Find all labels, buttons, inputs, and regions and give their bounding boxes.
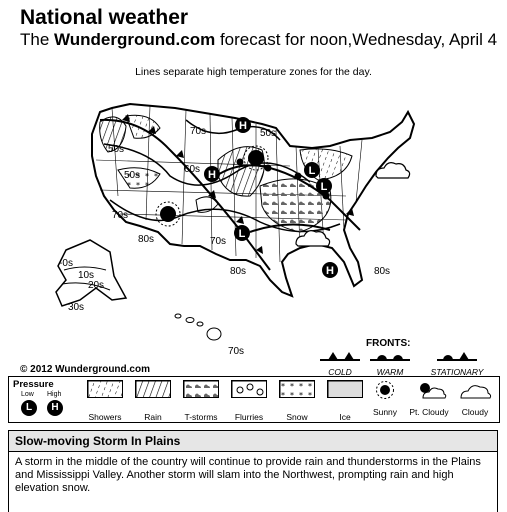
legend-cloudy	[455, 380, 495, 418]
temp-label: 70s	[111, 210, 129, 221]
flurries-icon	[231, 380, 267, 398]
legend-pressure	[13, 379, 73, 419]
temp-label: -0s	[59, 258, 73, 269]
showers-icon	[87, 380, 123, 398]
legend-label: Sunny	[372, 407, 398, 417]
legend-label: Showers	[88, 412, 122, 422]
low-pressure-marker	[234, 225, 250, 241]
legend-label: Ice	[339, 412, 351, 422]
temp-label: 70s	[189, 126, 207, 137]
subtitle-brand: Wunderground.com	[54, 30, 216, 49]
partly-cloudy-icon	[411, 380, 447, 400]
sunny-icon	[367, 380, 403, 400]
svg-text:H: H	[326, 265, 334, 277]
legend-pt-cloudy	[409, 380, 449, 418]
subtitle-prefix: The	[20, 30, 55, 49]
fronts-title: FRONTS:	[366, 338, 411, 349]
legend-label: Pt. Cloudy	[409, 407, 449, 417]
temp-label: 10s	[77, 270, 95, 281]
svg-text:L: L	[308, 165, 316, 177]
story-box	[8, 430, 498, 512]
temp-label: 20s	[87, 280, 105, 291]
temp-label: 80s	[137, 234, 155, 245]
legend-label: Cloudy	[461, 407, 489, 417]
pressure-title: Pressure	[13, 379, 54, 390]
warm-front-icon	[368, 350, 412, 362]
rain-icon	[135, 380, 171, 398]
subtitle-rest: forecast for noon,Wednesday, April 4	[215, 30, 498, 49]
page-title: National weather	[20, 6, 189, 29]
high-pressure-marker	[204, 166, 220, 182]
front-label: WARM	[376, 367, 404, 377]
cloudy-icon	[457, 380, 493, 400]
legend-sunny	[365, 380, 405, 418]
svg-text:L: L	[320, 181, 328, 193]
svg-text:L: L	[238, 228, 246, 240]
stationary-front-icon	[435, 350, 479, 362]
temp-label: 80s	[373, 266, 391, 277]
front-warm	[360, 350, 420, 378]
front-label: STATIONARY	[430, 367, 484, 377]
legend-flurries	[229, 380, 269, 422]
legend	[8, 376, 500, 423]
legend-tstorms	[181, 380, 221, 422]
temp-label: 70s	[227, 346, 245, 357]
legend-snow	[277, 380, 317, 422]
front-stationary	[422, 350, 492, 378]
high-pressure-marker	[235, 117, 251, 133]
ice-icon	[327, 380, 363, 398]
map-note: Lines separate high temperature zones for the day.	[135, 66, 372, 78]
high-pressure-icon: H	[47, 400, 63, 416]
low-pressure-icon: L	[21, 400, 37, 416]
tstorms-icon	[183, 380, 219, 398]
legend-label: Flurries	[234, 412, 264, 422]
temp-label: 80s	[229, 266, 247, 277]
low-pressure-marker	[316, 178, 332, 194]
legend-label: Snow	[286, 412, 308, 422]
pressure-high-label: High	[47, 391, 62, 398]
low-pressure-marker	[304, 162, 320, 178]
svg-text:H: H	[239, 120, 247, 132]
front-label: COLD	[328, 367, 352, 377]
pressure-low-label: Low	[21, 391, 34, 398]
story-headline: Slow-moving Storm In Plains	[9, 431, 497, 452]
high-pressure-marker	[322, 262, 338, 278]
weather-map	[0, 80, 507, 380]
copyright: © 2012 Wunderground.com	[20, 364, 150, 375]
temp-label: 50s	[107, 144, 125, 155]
temp-label: 70s	[209, 236, 227, 247]
temp-label: 50s	[259, 128, 277, 139]
page-subtitle	[20, 30, 497, 50]
legend-showers	[85, 380, 125, 422]
temp-label: 60s	[183, 164, 201, 175]
snow-icon	[279, 380, 315, 398]
legend-ice	[325, 380, 365, 422]
temp-label: 30s	[67, 302, 85, 313]
legend-label: T-storms	[184, 412, 218, 422]
legend-rain	[133, 380, 173, 422]
cold-front-icon	[318, 350, 362, 362]
svg-text:H: H	[208, 169, 216, 181]
story-body: A storm in the middle of the country will continue to provide rain and thunderstorms in the Plains and Mississippi Valley. Another storm will slam into the Northwest, prompting rain and high elevation snow.	[15, 456, 481, 494]
temp-label: 50s	[123, 170, 141, 181]
legend-label: Rain	[144, 412, 162, 422]
